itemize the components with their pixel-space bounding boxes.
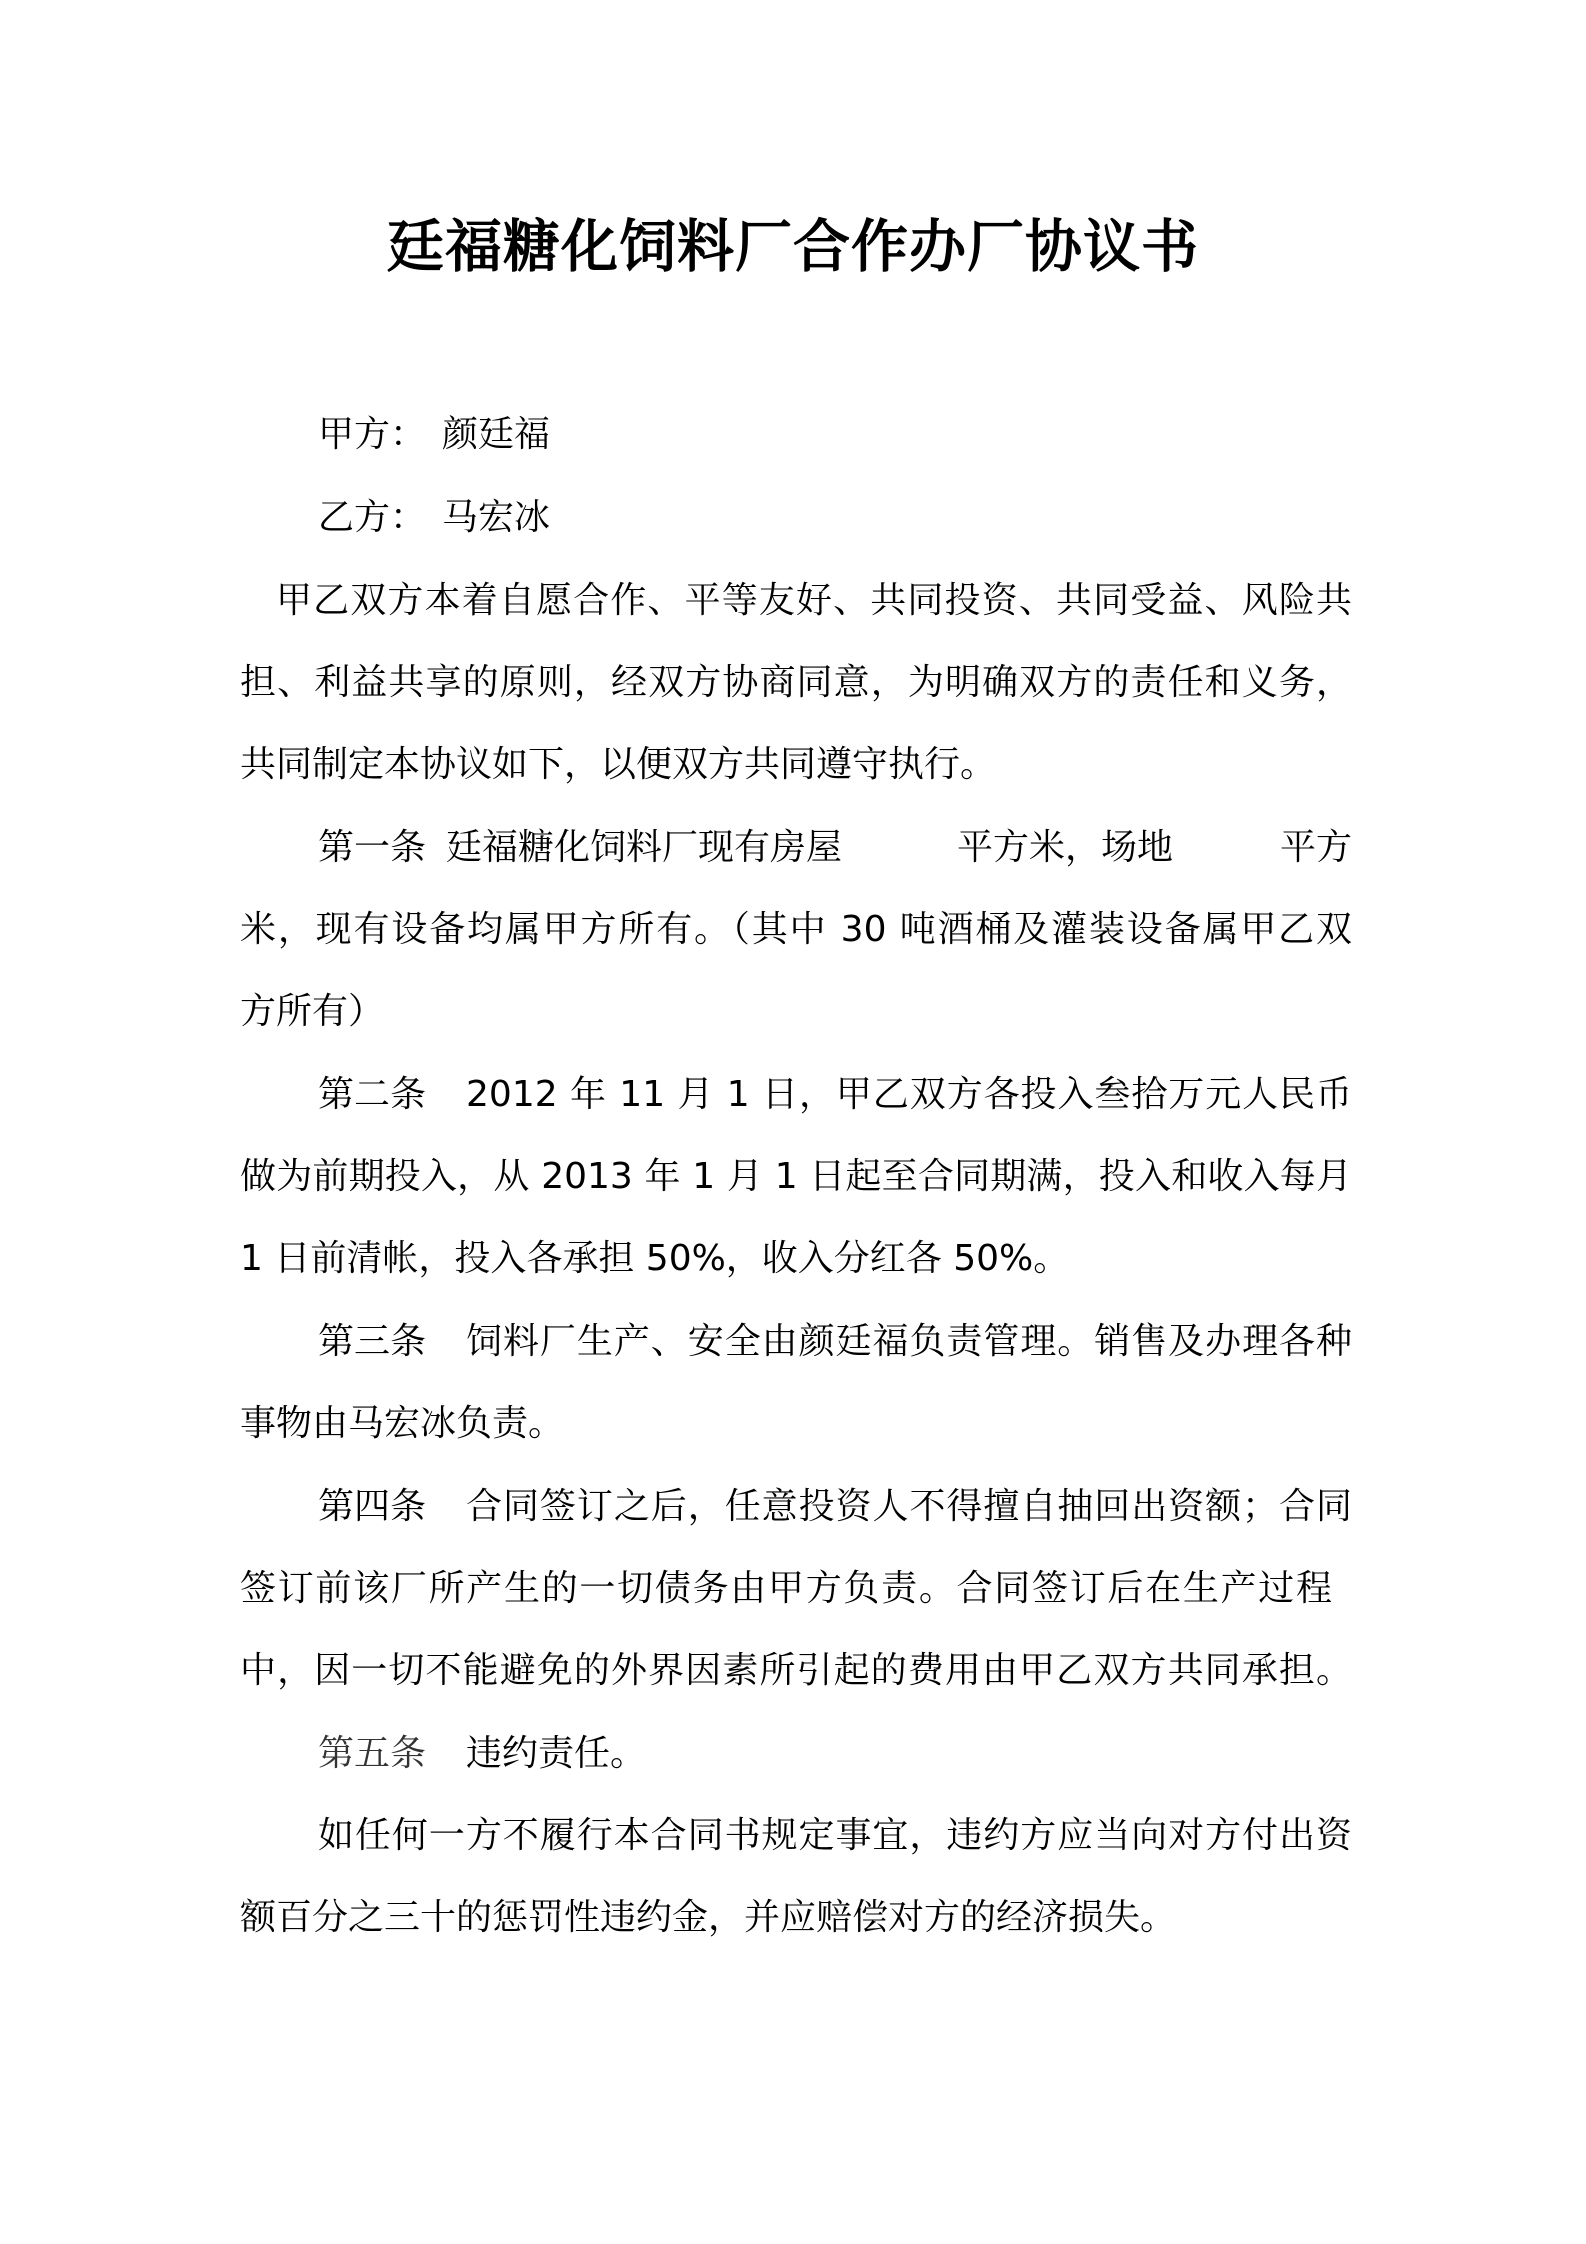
article-2-heading: 第二条 [318,1074,427,1115]
article-4-text: 合同签订之后，任意投资人不得擅自抽回出资额；合同 [466,1486,1352,1527]
document-title: 廷福糖化饲料厂合作办厂协议书 [387,214,1199,280]
article-2-text: 2012 年 11 月 1 日，甲乙双方各投入叁拾万元人民币 [466,1074,1352,1115]
preamble-line: 甲乙双方本着自愿合作、平等友好、共同投资、共同受益、风险共 [276,580,1352,621]
article-2-line-1 [318,1069,1352,1121]
party-b [318,492,550,544]
article-1-line-1 [318,822,842,874]
article-4-line-3: 中，因一切不能避免的外界因素所引起的费用由甲乙双方共同承担。 [240,1650,1352,1691]
party-a-label: 甲方： [318,414,427,455]
article-5-text: 违约责任。 [466,1733,647,1774]
article-1-line-1-area: 平方米，场地 [957,827,1174,868]
article-1-line-3: 方所有） [240,991,385,1032]
article-1-heading: 第一条 [318,827,427,868]
article-2-line-2: 做为前期投入，从 2013 年 1 月 1 日起至合同期满，投入和收入每月 [240,1156,1352,1197]
party-b-name: 马宏冰 [442,497,551,538]
article-1-text: 廷福糖化饲料厂现有房屋 [446,827,843,868]
article-3-line-2: 事物由马宏冰负责。 [240,1403,565,1444]
article-4-line-2: 签订前该厂所产生的一切债务由甲方负责。合同签订后在生产过程 [240,1568,1332,1609]
preamble-line: 共同制定本协议如下，以便双方共同遵守执行。 [240,744,997,785]
party-a-name: 颜廷福 [442,414,551,455]
article-5-line-1 [318,1728,646,1780]
party-b-label: 乙方： [318,497,427,538]
article-5-body-1: 如任何一方不履行本合同书规定事宜，违约方应当向对方付出资 [318,1815,1352,1856]
article-1-line-2: 米，现有设备均属甲方所有。（其中 30 吨酒桶及灌装设备属甲乙双 [240,909,1352,950]
article-3-text: 饲料厂生产、安全由颜廷福负责管理。销售及办理各种 [466,1321,1352,1362]
article-1-line-1-unit: 平方 [1280,827,1353,868]
article-5-body-2: 额百分之三十的惩罚性违约金，并应赔偿对方的经济损失。 [240,1897,1177,1938]
article-5-heading: 第五条 [318,1733,427,1774]
article-3-heading: 第三条 [318,1321,427,1362]
article-4-line-1 [318,1481,1352,1533]
article-2-line-3: 1 日前清帐，投入各承担 50%，收入分红各 50%。 [240,1238,1070,1279]
article-4-heading: 第四条 [318,1486,427,1527]
party-a [318,409,550,461]
article-3-line-1 [318,1316,1352,1368]
preamble-line: 担、利益共享的原则，经双方协商同意，为明确双方的责任和义务， [240,662,1352,703]
